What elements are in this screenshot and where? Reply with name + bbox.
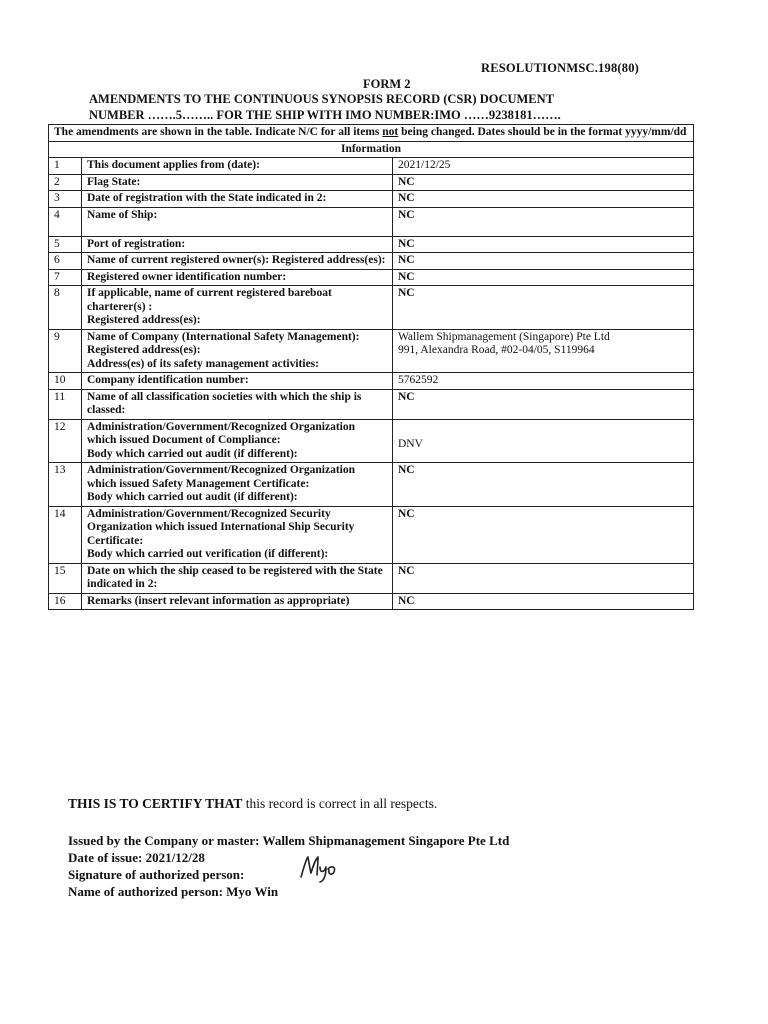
- intro-not: not: [382, 126, 399, 138]
- row-number: 13: [49, 463, 82, 507]
- row-label: Flag State:: [82, 174, 393, 191]
- row-number: 12: [49, 419, 82, 463]
- certification-statement: [68, 796, 437, 812]
- row-label: Port of registration:: [82, 236, 393, 253]
- document-title-line-1: AMENDMENTS TO THE CONTINUOUS SYNOPSIS RECORD (CSR) DOCUMENT: [89, 92, 554, 106]
- row-label: Company identification number:: [82, 373, 393, 390]
- row-label: Name of all classification societies with which the ship is classed:: [82, 389, 393, 419]
- row-number: 14: [49, 506, 82, 563]
- row-value: NC: [393, 207, 694, 236]
- issued-by-value: Wallem Shipmanagement Singapore Pte Ltd: [262, 833, 510, 848]
- row-number: 9: [49, 329, 82, 373]
- table-intro-row: [49, 125, 694, 142]
- row-label: Name of Ship:: [82, 207, 393, 236]
- date-of-issue-value: 2021/12/28: [145, 850, 205, 865]
- intro-text-start: The amendments are shown in the table. Indicate N/C for all items: [54, 126, 383, 138]
- document-title-line-2: NUMBER …….5…….. FOR THE SHIP WITH IMO NUMBER:IMO ……9238181…….: [89, 108, 561, 122]
- table-row: [49, 389, 694, 419]
- row-number: 7: [49, 269, 82, 286]
- row-label: Administration/Government/Recognized Security Organization which issued International Ship Security Certificate: Body which carried out verification (if different):: [82, 506, 393, 563]
- row-number: 1: [49, 158, 82, 175]
- issued-by-line: [68, 832, 509, 849]
- handwritten-signature: [298, 853, 346, 883]
- table-row: [49, 191, 694, 208]
- row-value: NC: [393, 269, 694, 286]
- row-label: Administration/Government/Recognized Organization which issued Safety Management Certificate: Body which carried out audit (if different):: [82, 463, 393, 507]
- row-label: Date of registration with the State indicated in 2:: [82, 191, 393, 208]
- information-header-row: [49, 141, 694, 158]
- table-row: [49, 593, 694, 610]
- row-value: NC: [393, 563, 694, 593]
- signature-line: [68, 866, 509, 883]
- table-row: [49, 563, 694, 593]
- row-number: 10: [49, 373, 82, 390]
- information-header: Information: [49, 141, 694, 158]
- issue-details: [68, 832, 509, 900]
- row-label: Date on which the ship ceased to be registered with the State indicated in 2:: [82, 563, 393, 593]
- row-value: Wallem Shipmanagement (Singapore) Pte Ltd 991, Alexandra Road, #02-04/05, S119964: [393, 329, 694, 373]
- row-value: NC: [393, 389, 694, 419]
- row-label: Remarks (insert relevant information as appropriate): [82, 593, 393, 610]
- row-value: DNV: [393, 419, 694, 463]
- row-value: NC: [393, 463, 694, 507]
- authorized-person-label: Name of authorized person:: [68, 884, 227, 899]
- date-of-issue-line: [68, 849, 509, 866]
- table-row: [49, 174, 694, 191]
- row-number: 5: [49, 236, 82, 253]
- resolution-number: RESOLUTIONMSC.198(80): [481, 61, 640, 75]
- row-value: NC: [393, 236, 694, 253]
- row-number: 4: [49, 207, 82, 236]
- row-value: NC: [393, 593, 694, 610]
- document-title: [89, 91, 689, 123]
- row-label: Administration/Government/Recognized Organization which issued Document of Compliance: Body which carried out audit (if different):: [82, 419, 393, 463]
- row-number: 15: [49, 563, 82, 593]
- row-value: 5762592: [393, 373, 694, 390]
- signature-label: Signature of authorized person:: [68, 867, 245, 882]
- table-row: [49, 463, 694, 507]
- intro-text-end: being changed. Dates should be in the format yyyy/mm/dd: [398, 126, 687, 138]
- row-value: NC: [393, 174, 694, 191]
- table-row: [49, 329, 694, 373]
- row-label: Name of Company (International Safety Management): Registered address(es): Address(es) of its safety management activities:: [82, 329, 393, 373]
- table-intro: [49, 125, 694, 142]
- authorized-person-value: Myo Win: [226, 884, 279, 899]
- row-value: NC: [393, 506, 694, 563]
- table-row: [49, 286, 694, 330]
- row-label: Name of current registered owner(s): Registered address(es):: [82, 253, 393, 270]
- date-of-issue-label: Date of issue:: [68, 850, 146, 865]
- row-number: 8: [49, 286, 82, 330]
- table-row: [49, 269, 694, 286]
- row-value: 2021/12/25: [393, 158, 694, 175]
- table-row: [49, 207, 694, 236]
- row-label: Registered owner identification number:: [82, 269, 393, 286]
- row-value: NC: [393, 191, 694, 208]
- authorized-person-line: [68, 883, 509, 900]
- table-row: [49, 419, 694, 463]
- row-number: 11: [49, 389, 82, 419]
- row-number: 3: [49, 191, 82, 208]
- row-label: This document applies from (date):: [82, 158, 393, 175]
- row-label: If applicable, name of current registered bareboat charterer(s) : Registered address(es):: [82, 286, 393, 330]
- table-row: [49, 373, 694, 390]
- amendments-table: [48, 124, 694, 610]
- certify-bold: THIS IS TO CERTIFY THAT: [68, 796, 243, 811]
- table-row: [49, 158, 694, 175]
- row-number: 6: [49, 253, 82, 270]
- table-row: [49, 236, 694, 253]
- form-title: FORM 2: [363, 77, 411, 91]
- issued-by-label: Issued by the Company or master:: [68, 833, 263, 848]
- row-value: NC: [393, 253, 694, 270]
- row-value: NC: [393, 286, 694, 330]
- row-number: 2: [49, 174, 82, 191]
- table-row: [49, 506, 694, 563]
- table-row: [49, 253, 694, 270]
- certify-rest: this record is correct in all respects.: [242, 796, 438, 811]
- row-number: 16: [49, 593, 82, 610]
